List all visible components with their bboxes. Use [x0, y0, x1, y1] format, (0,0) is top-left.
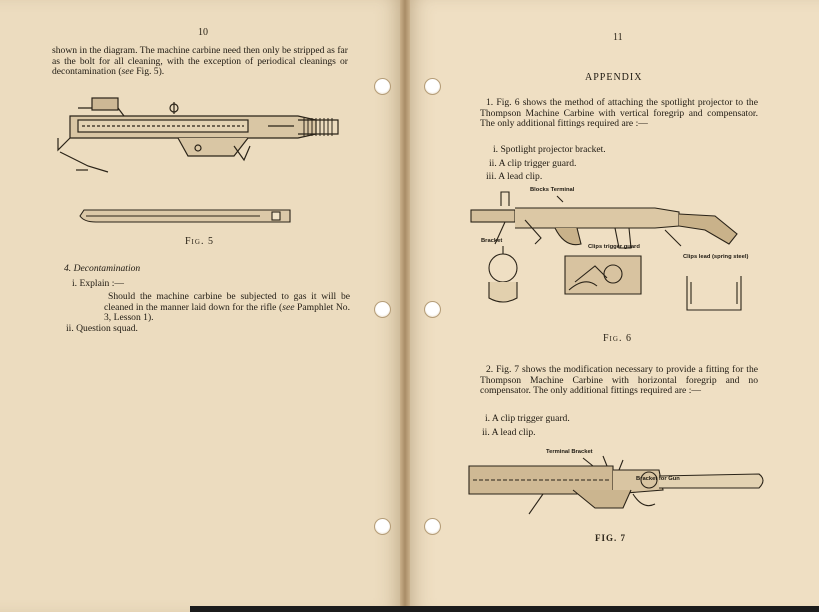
fig6-caption: Fig. 6 — [603, 333, 632, 344]
fig5-caption: Fig. 5 — [185, 236, 214, 247]
punch-hole-right-bottom — [424, 518, 441, 535]
book-gutter — [400, 0, 410, 612]
list1-item-2: ii. A clip trigger guard. — [489, 158, 577, 169]
fig5-bolt-drawing — [76, 200, 298, 230]
fig5-receiver-drawing — [48, 86, 348, 186]
page-number-right: 11 — [613, 32, 623, 43]
list2-item-1: i. A clip trigger guard. — [485, 413, 570, 424]
appendix-paragraph-2: 2. Fig. 7 shows the modification necessary to provide a fitting for the Thompson Machine Carbine with horizontal foregrip and no compensator. The only additional fittings required are :— — [480, 364, 758, 397]
appendix-heading: APPENDIX — [585, 72, 643, 83]
left-paragraph-1: shown in the diagram. The machine carbine need then only be stripped as far as the bolt for all cleaning, with the exception of periodical cleanings or decontamination (see Fig. 5). — [52, 45, 348, 78]
fig6-label-bracket: Bracket — [481, 238, 503, 244]
fig7-label-bracket-for-gun: Bracket for Gun — [636, 476, 680, 482]
list1-item-1: i. Spotlight projector bracket. — [493, 144, 606, 155]
left-page — [0, 0, 405, 612]
fig7-horizontal-foregrip-drawing — [463, 450, 769, 522]
list-item-explain: i. Explain :— — [72, 278, 124, 289]
punch-hole-left-middle — [374, 301, 391, 318]
bottom-shadow-bar — [190, 606, 819, 612]
fig7-label-terminal-bracket: Terminal Bracket — [546, 449, 593, 455]
right-page — [405, 0, 819, 612]
fig6-label-clips-lead: Clips lead (spring steel) — [683, 254, 749, 260]
list1-item-3: iii. A lead clip. — [486, 171, 543, 182]
list-item-explain-text: Should the machine carbine be subjected to gas it will be cleaned in the manner laid down for the rifle (see Pamphlet No. 3, Lesson 1). — [104, 291, 350, 324]
fig6-label-blocks-terminal: Blocks Terminal — [530, 187, 575, 193]
section-title-decontamination: 4. Decontamination — [64, 263, 141, 274]
appendix-paragraph-1: 1. Fig. 6 shows the method of attaching the spotlight projector to the Thompson Machine Carbine with vertical foregrip and compensator. The only additional fittings required are :— — [480, 97, 758, 130]
fig7-caption: FIG. 7 — [595, 533, 627, 543]
punch-hole-left-bottom — [374, 518, 391, 535]
list-item-question-squad: ii. Question squad. — [66, 323, 138, 334]
list2-item-2: ii. A lead clip. — [482, 427, 536, 438]
fig6-label-clips-trigger-guard: Clips trigger guard — [588, 244, 640, 250]
page-number-left: 10 — [198, 27, 208, 38]
punch-hole-left-top — [374, 78, 391, 95]
punch-hole-right-middle — [424, 301, 441, 318]
punch-hole-right-top — [424, 78, 441, 95]
